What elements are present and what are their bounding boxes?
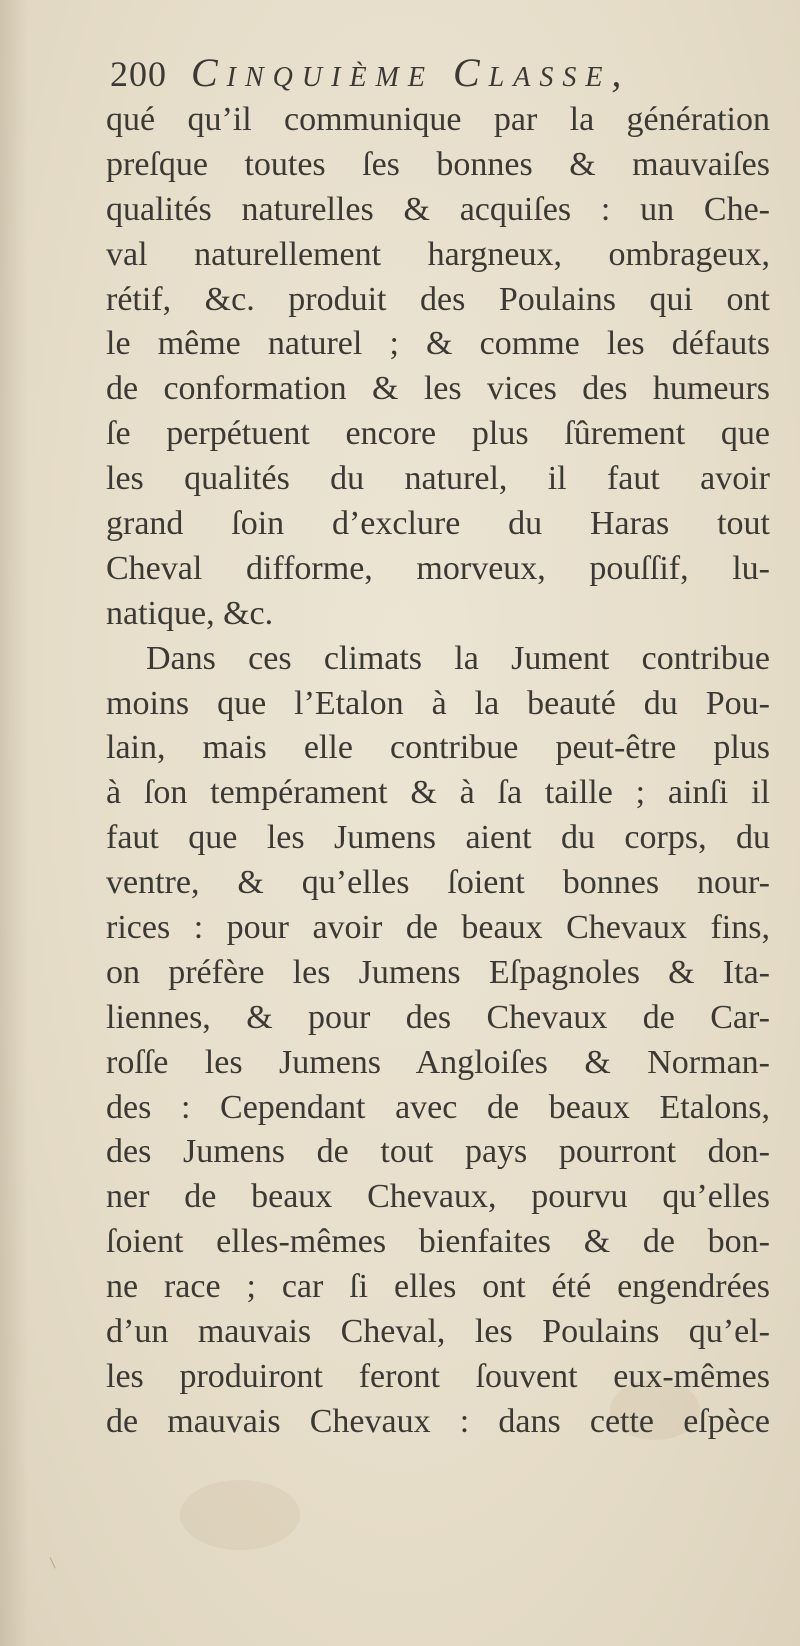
- text-line: moins que l’Etalon à la beauté du Pou-: [106, 684, 770, 722]
- text-line: ne race ; car ſi elles ont été engendrées: [106, 1268, 770, 1306]
- body-text: [106, 98, 770, 1445]
- stray-ink-mark: [50, 1556, 60, 1569]
- paragraph-first-line: Dans ces climats la Jument contribue: [146, 639, 770, 677]
- running-head: [110, 48, 750, 98]
- text-line: rétif, &c. produit des Poulains qui ont: [106, 280, 770, 318]
- text-line: liennes, & pour des Chevaux de Car-: [106, 998, 770, 1036]
- page-number: 200: [110, 54, 167, 94]
- text-line: on préfère les Jumens Eſpagnoles & Ita-: [106, 953, 770, 991]
- text-line: preſque toutes ſes bonnes & mauvaiſes: [106, 145, 770, 183]
- text-line: de conformation & les vices des humeurs: [106, 370, 770, 408]
- text-line: les produiront feront ſouvent eux-mêmes: [106, 1357, 770, 1395]
- text-line: de mauvais Chevaux : dans cette eſpèce: [106, 1402, 770, 1440]
- text-line: rices : pour avoir de beaux Chevaux fins,: [106, 909, 770, 947]
- text-line: Cheval difforme, morveux, pouſſif, lu-: [106, 549, 770, 587]
- text-line: ventre, & qu’elles ſoient bonnes nour-: [106, 864, 770, 902]
- text-line: natique, &c.: [106, 594, 274, 632]
- text-line: à ſon tempérament & à ſa taille ; ainſi il: [106, 774, 770, 812]
- text-line: val naturellement hargneux, ombrageux,: [106, 235, 770, 273]
- text-line: ner de beaux Chevaux, pourvu qu’elles: [106, 1178, 770, 1216]
- text-line: des Jumens de tout pays pourront don-: [106, 1133, 770, 1171]
- section-title: Cinquième Classe,: [191, 50, 631, 95]
- text-line: qualités naturelles & acquiſes : un Che-: [106, 190, 770, 228]
- text-line: les qualités du naturel, il faut avoir: [106, 460, 770, 498]
- text-line: roſſe les Jumens Angloiſes & Norman-: [106, 1043, 770, 1081]
- text-line: lain, mais elle contribue peut-être plus: [106, 729, 770, 767]
- text-line: des : Cependant avec de beaux Etalons,: [106, 1088, 770, 1126]
- text-line: faut que les Jumens aient du corps, du: [106, 819, 770, 857]
- text-line: le même naturel ; & comme les défauts: [106, 325, 770, 363]
- gutter-shadow: [0, 0, 28, 1646]
- paper-spot: [180, 1480, 300, 1550]
- text-line: qué qu’il communique par la génération: [106, 101, 770, 138]
- text-line: grand ſoin d’exclure du Haras tout: [106, 505, 770, 543]
- text-line: ſe perpétuent encore plus ſûrement que: [106, 415, 770, 453]
- text-line: d’un mauvais Cheval, les Poulains qu’el-: [106, 1313, 770, 1351]
- text-line: ſoient elles-mêmes bienfaites & de bon-: [106, 1223, 770, 1261]
